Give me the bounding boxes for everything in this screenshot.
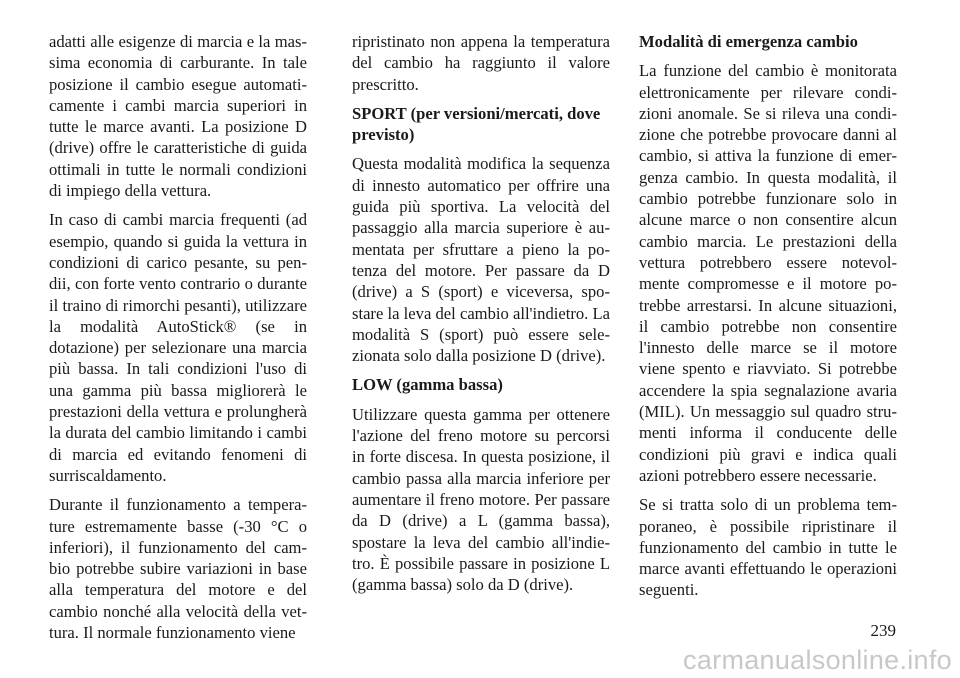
section-heading-sport: SPORT (per versioni/mercati, dove previsto) bbox=[352, 103, 601, 145]
paragraph: La funzione del cambio è monitorata elettronicamente per rilevare condizioni anomale. Se si rileva una condizione che potrebbe provocare danni al cambio, si attiva la funzione di emergenza cambio. In questa modalità, il cambio potrebbe funzionare solo in alcune marce o non consentire alcun cambio marcia. Le prestazioni della vettura potrebbero essere notevolmente compromesse e il motore potrebbe arrestarsi. In alcune situazioni, il cambio potrebbe non consentire l'innesto delle marce se il motore viene spento e riavviato. Si potrebbe accendere la spia segnalazione avaria (MIL). Un messaggio sul quadro strumenti informa il conducente delle condizioni più gravi e indica quali azioni potrebbero essere necessarie. bbox=[639, 61, 897, 485]
paragraph: Questa modalità modifica la sequenza di innesto automatico per offrire una guida più sportiva. La velocità del passaggio alla marcia superiore è aumentata per sfruttare a pieno la potenza del motore. Per passare da D (drive) a S (sport) e viceversa, spostare la leva del cambio all'indietro. La modalità S (sport) può essere selezionata solo dalla posizione D (drive). bbox=[352, 154, 610, 366]
paragraph: In caso di cambi marcia frequenti (ad esempio, quando si guida la vettura in condizioni di carico pesante, su pendii, con forte vento contrario o durante il traino di rimorchi pesanti), utilizzare la modalità AutoStick® (se in dotazione) per selezionare una marcia più bassa. In tali condizioni l'uso di una gamma più bassa migliorerà le prestazioni della vettura e prolungherà la durata del cambio limitando i cambi di marcia ed evitando fenomeni di surriscaldamento. bbox=[49, 210, 307, 485]
watermark: carmanualsonline.info bbox=[683, 645, 952, 675]
page-number: 239 bbox=[870, 621, 896, 640]
text-column-1 bbox=[49, 31, 307, 651]
paragraph: Utilizzare questa gamma per ottenere l'azione del freno motore su percorsi in forte discesa. In questa posizione, il cambio passa alla marcia inferiore per aumentare il freno motore. Per passare da D (drive) a L (gamma bassa), spostare la leva del cambio all'indietro. È possibile passare in posizione L (gamma bassa) solo da D (drive). bbox=[352, 404, 610, 595]
section-heading-emergency: Modalità di emergenza cambio bbox=[639, 32, 858, 51]
text-column-3 bbox=[639, 31, 897, 609]
paragraph: adatti alle esigenze di marcia e la massima economia di carburante. In tale posizione il cambio esegue automaticamente i cambi marcia superiori in tutte le marce avanti. La posizione D (drive) offre le caratteristiche di guida ottimali in tutte le normali condizioni di impiego della vettura. bbox=[49, 32, 307, 201]
paragraph: Se si tratta solo di un problema temporaneo, è possibile ripristinare il funzionamento del cambio in tutte le marce avanti effettuando le operazioni seguenti. bbox=[639, 495, 897, 600]
paragraph: Durante il funzionamento a temperature estremamente basse (-30 °C o inferiori), il funzionamento del cambio potrebbe subire variazioni in base alla temperatura del motore e del cambio nonché alla velocità della vettura. Il normale funzionamento viene bbox=[49, 495, 307, 643]
text-column-2 bbox=[352, 31, 610, 603]
paragraph: ripristinato non appena la temperatura del cambio ha raggiunto il valore prescritto. bbox=[352, 32, 610, 94]
section-heading-low: LOW (gamma bassa) bbox=[352, 375, 503, 395]
